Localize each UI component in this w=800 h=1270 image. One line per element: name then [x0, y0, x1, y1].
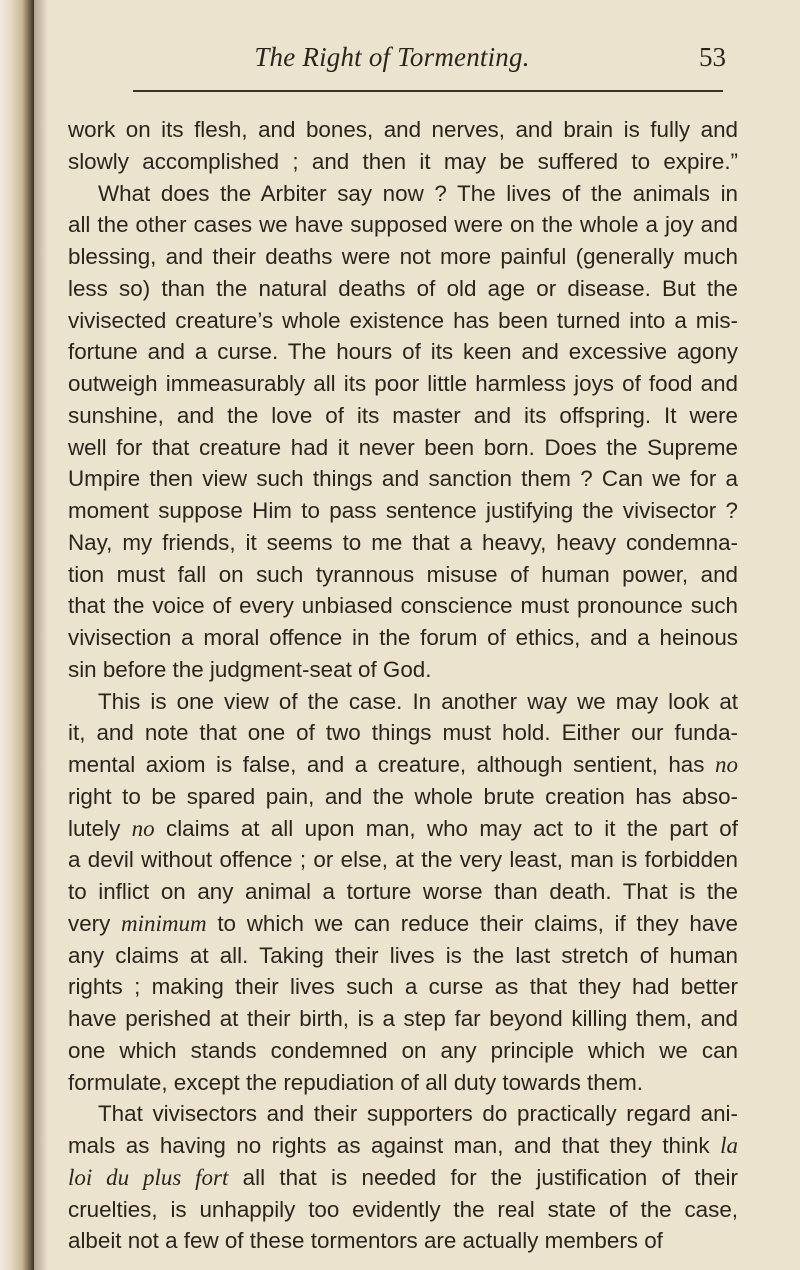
text-line: have perished at their birth, is a step far beyond killing them, and — [68, 1006, 738, 1031]
text-line: slowly accomplished ; and then it may be suffered to expire.” — [68, 148, 738, 174]
text-line: a devil without offence ; or else, at the very least, man is forbidden — [68, 847, 738, 873]
text-line: tion must fall on such tyrannous misuse of human power, and — [68, 561, 738, 587]
italic-text: minimum — [121, 910, 207, 936]
text-line: lutely no claims at all upon man, who may act to it the part of — [68, 815, 738, 841]
text-line: very minimum to which we can reduce their claims, if they have — [68, 910, 738, 936]
text-line: rights ; making their lives such a curse as that they had better — [68, 974, 738, 1000]
text-line: sunshine, and the love of its master and its offspring. It were — [68, 402, 738, 428]
text-line: vivisected creature’s whole existence has been turned into a mis- — [68, 307, 738, 333]
text-line: What does the Arbiter say now ? The lives of the animals in — [98, 180, 738, 206]
italic-text: la — [720, 1133, 738, 1158]
italic-text: no — [131, 815, 155, 841]
text-line: Nay, my friends, it seems to me that a heavy, heavy condemna- — [68, 529, 738, 555]
text-line: fortune and a curse. The hours of its keen and excessive agony — [68, 339, 738, 365]
text-line: that the voice of every unbiased conscience must pronounce such — [68, 593, 738, 619]
text-line: all the other cases we have supposed were on the whole a joy and — [68, 212, 738, 238]
italic-text: no — [715, 752, 738, 777]
text-line: formulate, except the repudiation of all duty towards them. — [68, 1069, 644, 1095]
text-line: mals as having no rights as against man, and that they think la — [68, 1133, 738, 1158]
text-line: cruelties, is unhappily too evidently the real state of the case, — [68, 1196, 738, 1222]
body-text — [68, 114, 738, 1257]
binding-gutter — [0, 0, 34, 1270]
text-line: less so) than the natural deaths of old age or disease. But the — [68, 275, 738, 301]
text-line: work on its flesh, and bones, and nerves, and brain is fully and — [68, 117, 738, 142]
italic-text: loi du plus fort — [68, 1164, 229, 1190]
text-line: to inflict on any animal a torture worse than death. That is the — [68, 879, 738, 904]
text-line: any claims at all. Taking their lives is the last stretch of human — [68, 942, 738, 968]
text-line: loi du plus fort all that is needed for the justification of their — [68, 1164, 738, 1190]
header-rule — [133, 90, 723, 92]
page-header — [0, 42, 800, 82]
page-number: 53 — [699, 42, 726, 72]
text-line: it, and note that one of two things must hold. Either our funda- — [68, 720, 738, 746]
text-line: moment suppose Him to pass sentence justifying the vivisector ? — [68, 498, 738, 523]
text-line: vivisection a moral offence in the forum of ethics, and a heinous — [68, 625, 738, 650]
gutter-shadow — [34, 0, 48, 1270]
text-line: right to be spared pain, and the whole brute creation has abso- — [68, 783, 738, 809]
text-line: outweigh immeasurably all its poor little harmless joys of food and — [68, 371, 738, 396]
running-title: The Right of Tormenting. — [254, 42, 530, 72]
text-line: albeit not a few of these tormentors are actually members of — [68, 1228, 663, 1254]
text-line: That vivisectors and their supporters do practically regard ani- — [98, 1101, 738, 1127]
text-line: This is one view of the case. In another way we may look at — [98, 688, 738, 714]
text-line: sin before the judgment-seat of God. — [68, 656, 432, 682]
text-line: well for that creature had it never been born. Does the Supreme — [68, 434, 738, 460]
text-line: one which stands condemned on any principle which we can — [68, 1037, 738, 1063]
text-line: blessing, and their deaths were not more painful (generally much — [68, 244, 738, 269]
text-line: mental axiom is false, and a creature, although sentient, has no — [68, 752, 738, 777]
text-line: Umpire then view such things and sanction them ? Can we for a — [68, 466, 738, 492]
